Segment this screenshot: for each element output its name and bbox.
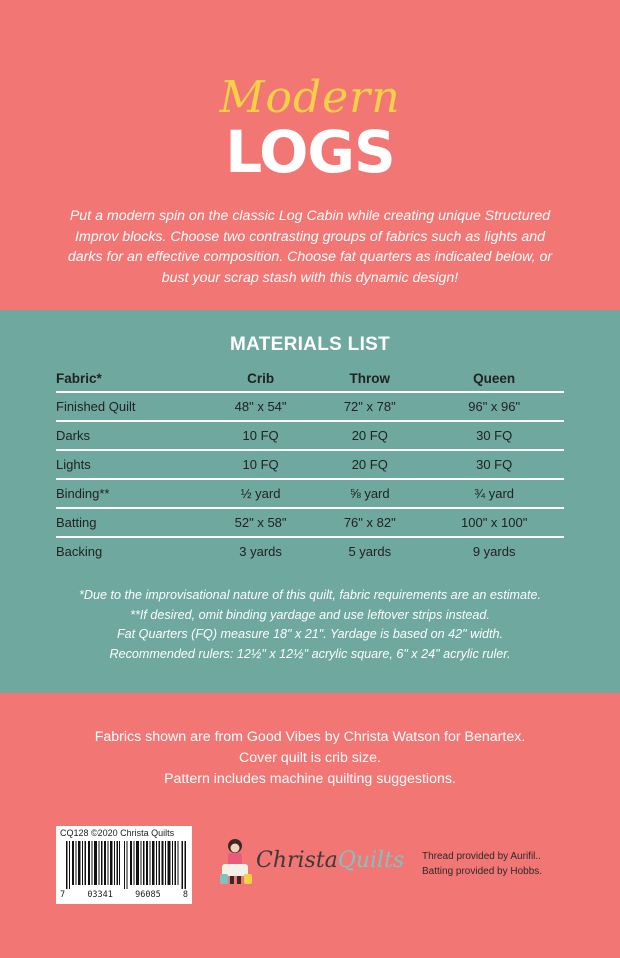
table-cell: Lights [56, 450, 206, 479]
table-row [56, 508, 564, 537]
footnote: *Due to the improvisational nature of this quilt, fabric requirements are an estimate. [78, 588, 541, 602]
barcode-digit-group: 03341 [87, 890, 113, 900]
table-cell: 9 yards [472, 544, 516, 559]
christa-quilts-logo [218, 836, 408, 886]
credit-line: Fabrics shown are from Good Vibes by Christa Watson for Benartex. [94, 729, 526, 745]
footnotes [20, 586, 600, 664]
title-main: LOGS [225, 118, 395, 186]
title-script: Modern [219, 72, 401, 123]
barcode-icon [66, 841, 186, 889]
intro-paragraph: Put a modern spin on the classic Log Cabin while creating unique Structured Improv blocks. Choose two contrasting groups of fabrics such as lights and darks for an effective composition. Choose fat quarters as indicated below, or bust your scrap stash with this dynamic design! [67, 208, 553, 286]
materials-table [56, 366, 564, 565]
table-cell: Binding** [56, 479, 206, 508]
product-code: CQ128 ©2020 Christa Quilts [60, 828, 175, 838]
table-cell: ⅝ yard [315, 479, 424, 508]
table-row [56, 537, 564, 565]
table-cell: 76" x 82" [315, 508, 424, 537]
table-cell: 30 FQ [424, 421, 564, 450]
credit-line: Pattern includes machine quilting suggestions. [164, 771, 456, 787]
barcode-digits [60, 890, 188, 900]
sewing-girl-icon [218, 836, 254, 886]
barcode-digit-group: 8 [182, 890, 188, 900]
table-cell: 5 yards [348, 544, 392, 559]
table-cell: 20 FQ [315, 421, 424, 450]
table-cell: Backing [56, 544, 103, 559]
table-cell: ½ yard [206, 479, 315, 508]
barcode-digit-group: 7 [60, 890, 66, 900]
table-row [56, 392, 564, 421]
column-header: Fabric* [56, 366, 206, 392]
footnote: Recommended rulers: 12½" x 12½" acrylic square, 6" x 24" acrylic ruler. [109, 646, 511, 661]
footer-section [0, 693, 620, 958]
table-cell: 48" x 54" [206, 392, 315, 421]
table-row [56, 450, 564, 479]
logo-word-christa: Christa [256, 848, 338, 873]
table-cell: Batting [56, 508, 206, 537]
table-row [56, 421, 564, 450]
header-section [0, 0, 620, 310]
column-header: Crib [206, 366, 315, 392]
barcode-label [56, 826, 192, 904]
materials-title: MATERIALS LIST [229, 334, 391, 355]
provider-line: Batting provided by Hobbs. [422, 866, 543, 877]
providers [422, 849, 542, 879]
table-header-row [56, 366, 564, 392]
logo-word-quilts: Quilts [337, 848, 405, 873]
table-cell: 30 FQ [424, 450, 564, 479]
table-cell: ¾ yard [424, 479, 564, 508]
footnote: Fat Quarters (FQ) measure 18" x 21". Yardage is based on 42" width. [116, 627, 504, 641]
column-header: Throw [315, 366, 424, 392]
table-row [56, 479, 564, 508]
column-header: Queen [424, 366, 564, 392]
table-cell: Finished Quilt [56, 392, 206, 421]
table-cell: 20 FQ [315, 450, 424, 479]
table-cell: 10 FQ [206, 421, 315, 450]
barcode-digit-group: 96085 [135, 890, 161, 900]
table-cell: Darks [56, 421, 206, 450]
credits [30, 727, 590, 790]
table-cell: 72" x 78" [315, 392, 424, 421]
table-cell: 3 yards [239, 544, 282, 559]
provider-line: Thread provided by Aurifil.. [422, 851, 541, 862]
table-cell: 10 FQ [206, 450, 315, 479]
table-cell: 100" x 100" [424, 508, 564, 537]
materials-section [0, 310, 620, 693]
credit-line: Cover quilt is crib size. [239, 750, 381, 766]
table-cell: 96" x 96" [424, 392, 564, 421]
table-cell: 52" x 58" [206, 508, 315, 537]
footnote: **If desired, omit binding yardage and use leftover strips instead. [130, 607, 490, 622]
logo-wordmark [256, 848, 404, 873]
